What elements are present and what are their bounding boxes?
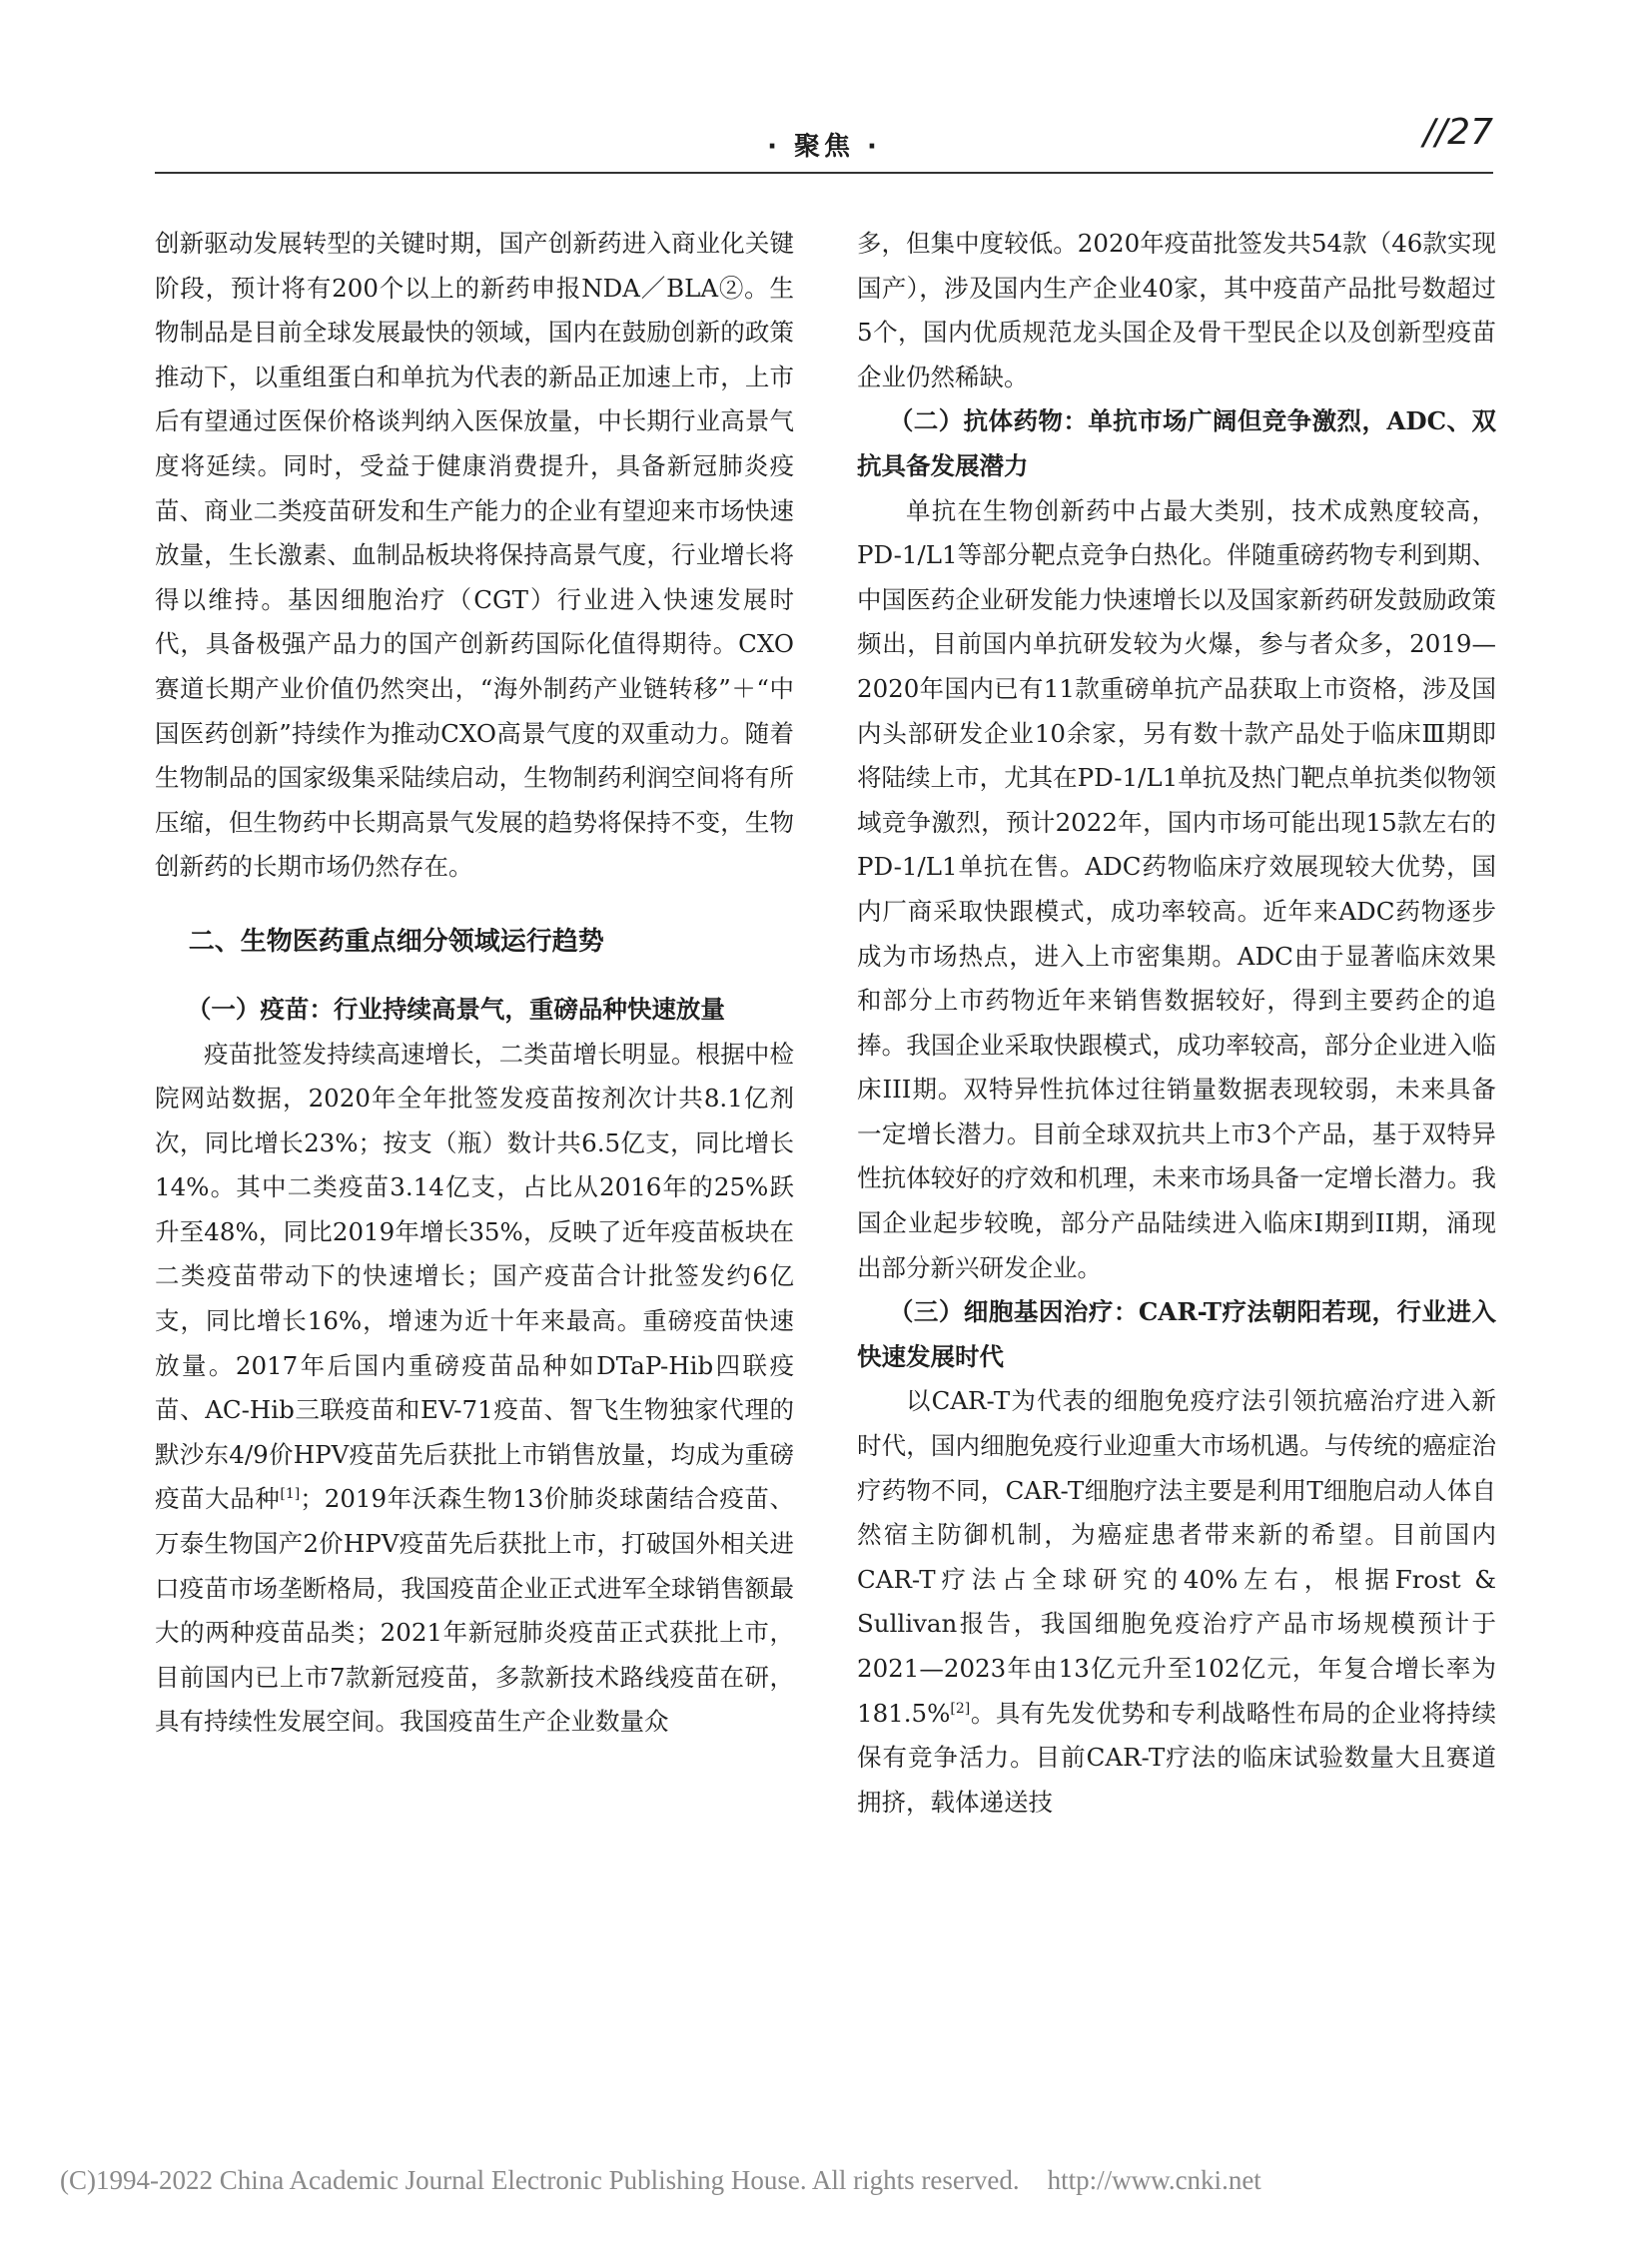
paragraph-text: 疫苗批签发持续高速增长，二类苗增长明显。根据中检院网站数据，2020年全年批签发疫苗按剂次计共8.1亿剂次，同比增长23%；按支（瓶）数计共6.5亿支，同比增长14%。其中二类疫苗3.14亿支，占比从2016年的25%跃升至48%，同比2019年增长35%，反映了近年疫苗板块在二类疫苗带动下的快速增长；国产疫苗合计批签发约6亿支，同比增长16%，增速为近十年来最高。重磅疫苗快速放量。2017年后国内重磅疫苗品种如DTaP-Hib四联疫苗、AC-Hib三联疫苗和EV-71疫苗、智飞生物独家代理的默沙东4/9价HPV疫苗先后获批上市销售放量，均成为重磅疫苗大品种 <box>155 1039 794 1514</box>
paragraph-text: 。具有先发优势和专利战略性布局的企业将持续保有竞争活力。目前CAR-T疗法的临床试验数量大且赛道拥挤，载体递送技 <box>857 1698 1496 1817</box>
body-paragraph: 单抗在生物创新药中占最大类别，技术成熟度较高，PD-1/L1等部分靶点竞争白热化。伴随重磅药物专利到期、中国医药企业研发能力快速增长以及国家新药研发鼓励政策频出，目前国内单抗研发较为火爆，参与者众多，2019—2020年国内已有11款重磅单抗产品获取上市资格，涉及国内头部研发企业10余家，另有数十款产品处于临床Ⅲ期即将陆续上市，尤其在PD-1/L1单抗及热门靶点单抗类似物领域竞争激烈，预计2022年，国内市场可能出现15款左右的PD-1/L1单抗在售。ADC药物临床疗效展现较大优势，国内厂商采取快跟模式，成功率较高。近年来ADC药物逐步成为市场热点，进入上市密集期。ADC由于显著临床效果和部分上市药物近年来销售数据较好，得到主要药企的追捧。我国企业采取快跟模式，成功率较高，部分企业进入临床III期。双特异性抗体过往销量数据表现较弱，未来具备一定增长潜力。目前全球双抗共上市3个产品，基于双特异性抗体较好的疗效和机理，未来市场具备一定增长潜力。我国企业起步较晚，部分产品陆续进入临床I期到II期，涌现出部分新兴研发企业。 <box>857 495 1496 1282</box>
subsection-heading: （二）抗体药物：单抗市场广阔但竞争激烈，ADC、双抗具备发展潜力 <box>857 406 1496 480</box>
citation-ref: [1] <box>280 1486 301 1503</box>
paragraph-text: 以CAR-T为代表的细胞免疫疗法引领抗癌治疗进入新时代，国内细胞免疫行业迎重大市场机遇。与传统的癌症治疗药物不同，CAR-T细胞疗法主要是利用T细胞启动人体自然宿主防御机制，为癌症患者带来新的希望。目前国内CAR-T疗法占全球研究的40%左右，根据Frost & Sullivan报告，我国细胞免疫治疗产品市场规模预计于2021—2023年由13亿元升至102亿元，年复合增长率为181.5% <box>857 1386 1496 1728</box>
body-paragraph <box>857 1379 1496 1825</box>
section-heading: 二、生物医药重点细分领域运行趋势 <box>188 926 604 957</box>
left-column <box>155 222 794 1745</box>
page-number: //27 <box>1422 112 1493 153</box>
body-paragraph: 多，但集中度较低。2020年疫苗批签发共54款（46款实现国产），涉及国内生产企业40家，其中疫苗产品批号数超过5个，国内优质规范龙头国企及骨干型民企以及创新型疫苗企业仍然稀缺。 <box>857 229 1496 391</box>
citation-ref: [2] <box>950 1700 971 1717</box>
subsection-heading: （一）疫苗：行业持续高景气，重磅品种快速放量 <box>186 994 725 1024</box>
right-column <box>857 222 1496 1825</box>
page-header <box>155 112 1493 174</box>
body-paragraph: 创新驱动发展转型的关键时期，国产创新药进入商业化关键阶段，预计将有200个以上的新药申报NDA／BLA②。生物制品是目前全球发展最快的领域，国内在鼓励创新的政策推动下，以重组蛋白和单抗为代表的新品正加速上市，上市后有望通过医保价格谈判纳入医保放量，中长期行业高景气度将延续。同时，受益于健康消费提升，具备新冠肺炎疫苗、商业二类疫苗研发和生产能力的企业有望迎来市场快速放量，生长激素、血制品板块将保持高景气度，行业增长将得以维持。基因细胞治疗（CGT）行业进入快速发展时代，具备极强产品力的国产创新药国际化值得期待。CXO赛道长期产业价值仍然突出，“海外制药产业链转移”＋“中国医药创新”持续作为推动CXO高景气度的双重动力。随着生物制品的国家级集采陆续启动，生物制药利润空间将有所压缩，但生物药中长期高景气发展的趋势将保持不变，生物创新药的长期市场仍然存在。 <box>155 229 794 882</box>
copyright-footer <box>60 2165 1261 2196</box>
subsection-heading: （三）细胞基因治疗：CAR-T疗法朝阳若现，行业进入快速发展时代 <box>857 1297 1496 1371</box>
body-paragraph <box>155 1033 794 1746</box>
footer-url: http://www.cnki.net <box>1047 2165 1261 2195</box>
paragraph-text: ；2019年沃森生物13价肺炎球菌结合疫苗、万泰生物国产2价HPV疫苗先后获批上市，打破国外相关进口疫苗市场垄断格局，我国疫苗企业正式进军全球销售额最大的两种疫苗品类；2021年新冠肺炎疫苗正式获批上市，目前国内已上市7款新冠疫苗，多款新技术路线疫苗在研，具有持续性发展空间。我国疫苗生产企业数量众 <box>155 1484 794 1737</box>
copyright-text: (C)1994-2022 China Academic Journal Electronic Publishing House. All rights reserved. <box>60 2165 1020 2195</box>
section-title: · 聚焦 · <box>767 132 881 162</box>
